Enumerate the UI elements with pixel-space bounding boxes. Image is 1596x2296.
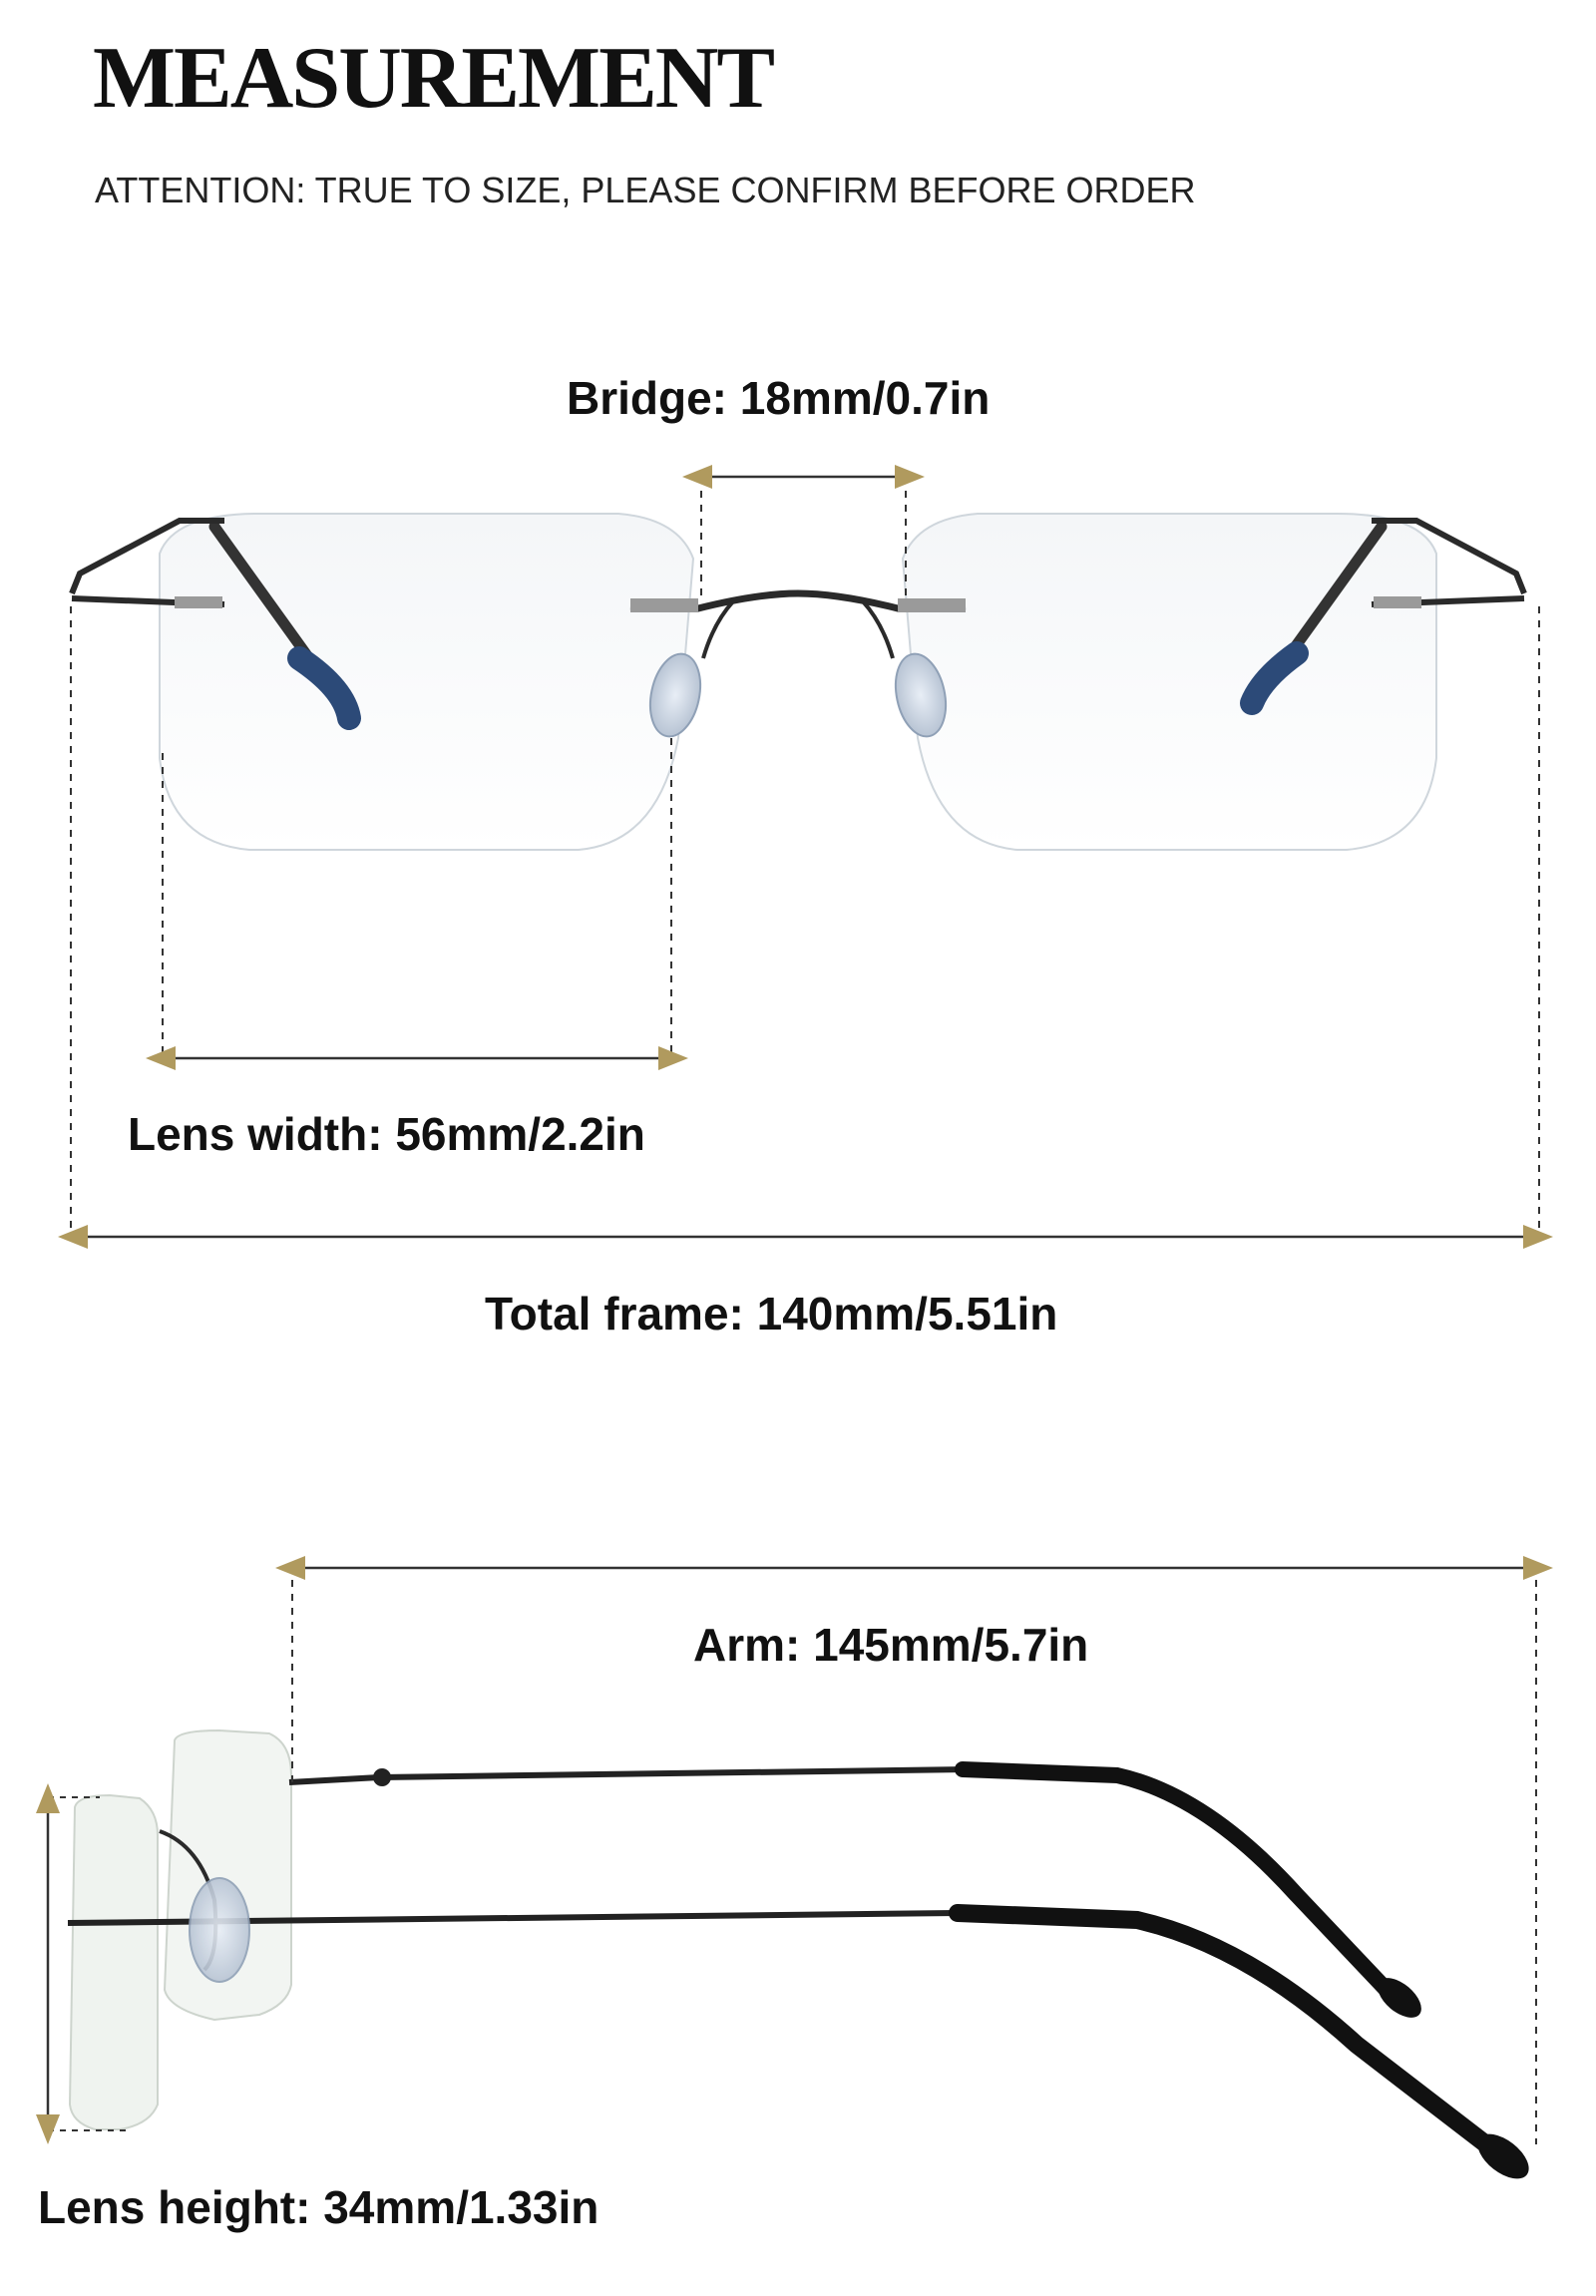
arrowhead (682, 465, 712, 489)
right-bridge-mount (898, 598, 966, 612)
arrowhead (1523, 1556, 1553, 1580)
upper-temple-sleeve (963, 1769, 1387, 1990)
left-pad-arm (703, 601, 733, 658)
page-title: MEASUREMENT (93, 30, 774, 127)
arrowhead (275, 1556, 305, 1580)
side-nose-pad (190, 1878, 249, 1982)
upper-temple (289, 1769, 968, 1782)
right-lens-mount (1374, 596, 1421, 608)
arrowhead (58, 1225, 88, 1249)
arrowhead (36, 1783, 60, 1813)
arrowhead (146, 1046, 176, 1070)
attention-note: ATTENTION: TRUE TO SIZE, PLEASE CONFIRM BEFORE ORDER (95, 170, 1196, 210)
arrowhead (1523, 1225, 1553, 1249)
lower-temple-sleeve (958, 1913, 1486, 2144)
lens-height-label: Lens height: 34mm/1.33in (38, 2181, 599, 2233)
rear-lens-side (70, 1795, 158, 2129)
left-lens-mount (175, 596, 222, 608)
side-view-glasses (68, 1730, 1536, 2187)
bridge-label: Bridge: 18mm/0.7in (567, 372, 991, 424)
arrowhead (895, 465, 925, 489)
arrowhead (658, 1046, 688, 1070)
total-frame-label: Total frame: 140mm/5.51in (485, 1288, 1058, 1339)
front-view-glasses (72, 514, 1524, 850)
right-pad-arm (863, 601, 893, 658)
arm-label: Arm: 145mm/5.7in (693, 1619, 1089, 1671)
arrowhead (36, 2114, 60, 2144)
hinge-screw (373, 1768, 391, 1786)
lens-width-label: Lens width: 56mm/2.2in (128, 1108, 645, 1160)
left-bridge-mount (630, 598, 698, 612)
bridge-dimension (682, 465, 925, 598)
